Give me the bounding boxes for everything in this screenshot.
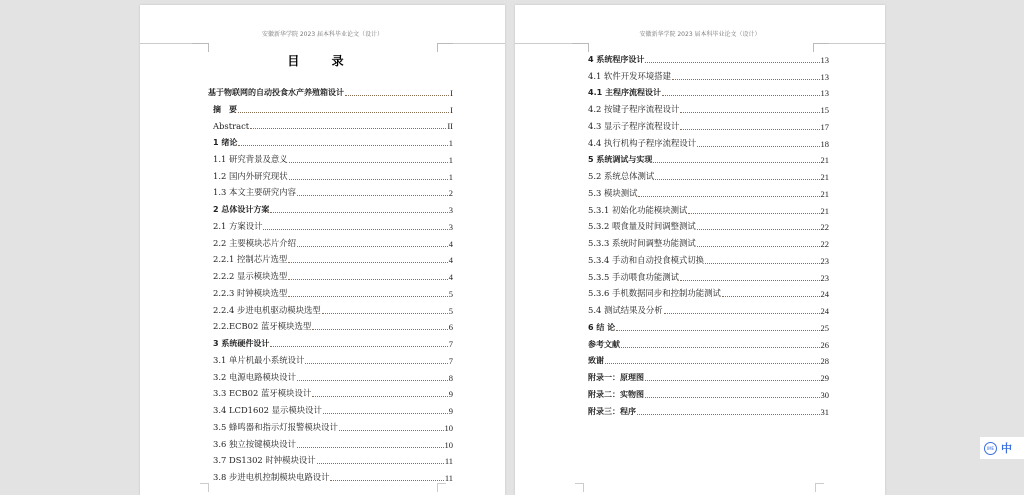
toc-entry[interactable] [208,249,453,266]
dot-leader [637,414,820,415]
toc-entry-page: 7 [448,339,453,349]
dot-leader [645,380,820,381]
toc-entry[interactable] [208,81,453,98]
toc-entry-title: 附录二：实物图 [588,389,644,399]
toc-entry-page: 21 [820,188,829,199]
dot-leader [616,330,819,331]
dot-leader [297,195,448,196]
toc-entry[interactable] [208,131,453,148]
toc-entry-title: 5.3 模块测试 [588,187,638,198]
toc-entry-page: 13 [820,88,829,99]
dot-leader [270,212,447,213]
ime-toolbar[interactable] [980,437,1024,459]
toc-entry[interactable] [588,199,829,216]
dot-leader [638,196,819,197]
toc-entry-title: 2.2.2 显示模块选型 [213,271,288,281]
dot-leader [312,396,448,397]
toc-entry[interactable] [588,283,829,300]
margin-corner-mark [200,483,209,492]
toc-entry-page: 13 [820,71,829,82]
toc-entry-page: 9 [448,389,453,400]
toc-title: 目 录 [287,54,358,68]
toc-entry-title: 4.1 软件开发环境搭建 [588,70,671,81]
toc-entry-title: 4 系统程序设计 [588,54,645,64]
toc-entry[interactable] [208,332,453,349]
toc-entry-page: 13 [820,54,829,65]
toc-entry-title: 5 系统调试与实现 [588,155,653,165]
dot-leader [322,313,448,314]
dot-leader [621,347,820,348]
dot-leader [722,296,820,297]
toc-entry[interactable] [588,366,829,383]
toc-entry-page: I [450,87,453,98]
toc-entry-page: 7 [448,355,453,366]
toc-entry-title: 2.2.4 步进电机驱动模块选型 [213,304,321,315]
toc-entry-title: 4.1 主程序流程设计 [588,88,661,98]
toc-entry[interactable] [588,48,829,65]
toc-entry-title: 摘 要 [213,104,237,114]
toc-entry-page: 6 [448,322,453,333]
dot-leader [345,95,449,96]
toc-entry[interactable] [588,115,829,132]
dot-leader [697,246,820,247]
toc-entry-page: 24 [820,289,829,300]
toc-entry[interactable] [208,466,453,483]
toc-entry-page: 18 [820,138,829,149]
dot-leader [672,79,820,80]
dot-leader [330,480,443,481]
page-header: 安徽新华学院 2023 届本科毕业论文（设计） [639,31,761,38]
toc-entry-title: 2 总体设计方案 [213,205,270,214]
toc-entry-title: 5.3.2 喂食量及时间调整测试 [588,221,696,232]
dot-leader [323,413,448,414]
toc-entry-title: 5.3.1 初始化功能模块测试 [588,204,688,215]
toc-entry[interactable] [208,316,453,333]
toc-entry-page: 21 [820,155,829,166]
toc-entry[interactable] [208,450,453,467]
toc-entry-page: 5 [448,305,453,316]
dot-leader [250,128,446,129]
dot-leader [697,146,819,147]
toc-entry-title: 3.1 单片机最小系统设计 [213,354,305,365]
toc-entry-title: 4.2 按键子程序流程设计 [588,104,680,114]
toc-entry-title: 1.2 国内外研究现状 [213,170,288,181]
toc-entry-page: 10 [444,439,453,450]
toc-entry[interactable] [208,148,453,165]
toc-entry-title: 5.3.4 手动和自动投食模式切换 [588,254,705,265]
table-of-contents [588,48,829,417]
margin-corner-mark [437,483,446,492]
dot-leader [645,397,820,398]
toc-entry[interactable] [588,350,829,367]
toc-entry-title: 3.4 LCD1602 显示模块设计 [213,405,322,415]
toc-entry-page: 5 [448,288,453,299]
dot-leader [297,380,448,381]
header-line [515,43,572,44]
table-of-contents [208,81,453,483]
toc-entry-title: 基于物联网的自动投食水产养殖箱设计 [208,87,344,97]
toc-entry-page: 22 [820,222,829,233]
toc-entry-page: 1 [448,154,453,165]
dot-leader [655,179,819,180]
toc-entry[interactable] [588,383,829,400]
toc-entry-title: 1.3 本文主要研究内容 [213,187,296,198]
toc-entry[interactable] [588,149,829,166]
dot-leader [312,329,448,330]
dot-leader [317,463,444,464]
toc-entry-title: Abstract [213,121,250,132]
toc-entry[interactable] [208,98,453,115]
toc-entry-title: 1 绪论 [213,138,238,147]
toc-entry-page: 17 [820,121,829,132]
toc-entry-page: I [450,104,453,115]
toc-entry-title: 3.3 ECB02 蓝牙模块设计 [213,388,312,399]
toc-entry-page: 31 [820,406,829,417]
dot-leader [664,313,820,314]
dot-leader [645,62,819,63]
toc-entry-title: 3.8 步进电机控制模块电路设计 [213,472,330,482]
toc-entry[interactable] [588,266,829,283]
toc-entry-page: 4 [448,238,453,249]
toc-entry-page: 4 [448,255,453,266]
toc-entry[interactable] [588,65,829,82]
toc-entry-page: 3 [448,221,453,232]
toc-entry-title: 附录三：程序 [588,406,636,416]
toc-entry-page: 11 [444,456,453,467]
dot-leader [705,263,819,264]
toc-entry[interactable] [588,82,829,99]
dot-leader [289,179,448,180]
toc-entry[interactable] [588,216,829,233]
toc-entry-page: 15 [820,105,829,115]
dot-leader [270,346,447,347]
toc-entry-title: 2.2 主要模块芯片介绍 [213,237,296,248]
toc-entry-title: 4.4 执行机构子程序流程设计 [588,137,697,148]
dot-leader [289,162,448,163]
toc-entry-page: II [447,121,453,132]
margin-corner-mark [572,43,589,52]
toc-entry[interactable] [208,182,453,199]
toc-entry[interactable] [208,349,453,366]
toc-entry[interactable] [208,366,453,383]
toc-entry-page: 24 [820,306,829,316]
toc-entry-page: 2 [448,188,453,199]
toc-entry[interactable] [208,299,453,316]
toc-entry[interactable] [588,165,829,182]
toc-entry-page: 21 [820,172,829,182]
dot-leader [680,129,819,130]
toc-entry[interactable] [208,433,453,450]
toc-entry[interactable] [208,282,453,299]
dot-leader [653,162,819,163]
toc-entry[interactable] [588,249,829,266]
dot-leader [680,280,820,281]
dot-leader [697,229,820,230]
toc-entry[interactable] [588,132,829,149]
toc-entry-page: 8 [448,372,453,383]
toc-entry-page: 4 [448,272,453,282]
toc-entry-title: 5.2 系统总体测试 [588,171,655,181]
dot-leader [305,363,447,364]
toc-entry-title: 3 系统硬件设计 [213,339,270,348]
toc-entry[interactable] [588,232,829,249]
toc-entry[interactable] [588,333,829,350]
toc-entry-page: 26 [820,339,829,350]
toc-entry-title: 5.3.6 手机数据同步和控制功能测试 [588,288,721,299]
dot-leader [688,213,819,214]
dot-leader [662,95,820,96]
toc-entry[interactable] [208,215,453,232]
dot-leader [297,447,444,448]
toc-entry[interactable] [588,400,829,417]
dot-leader [238,145,447,146]
toc-entry-title: 附录一：原理图 [588,373,644,382]
toc-entry-page: 23 [820,272,829,283]
toc-entry-title: 3.5 蜂鸣器和指示灯报警模块设计 [213,421,338,432]
toc-entry[interactable] [208,198,453,215]
dot-leader [339,430,444,431]
toc-entry-page: 1 [448,138,453,148]
ime-language-toggle[interactable]: 中 [1001,442,1012,455]
toc-entry-page: 30 [820,389,829,400]
toc-entry[interactable] [208,265,453,282]
toc-entry-title: 5.3.5 手动喂食功能测试 [588,271,679,282]
toc-entry-page: 10 [444,422,453,433]
toc-entry-title: 参考文献 [588,339,620,349]
toc-entry-page: 29 [820,373,829,383]
toc-entry-title: 3.2 电源电路模块设计 [213,371,296,382]
toc-entry[interactable] [588,316,829,333]
toc-entry[interactable] [588,299,829,316]
toc-entry-title: 1.1 研究背景及意义 [213,153,288,164]
dot-leader [288,296,448,297]
toc-entry-page: 11 [444,473,453,483]
toc-entry[interactable] [208,383,453,400]
toc-entry-page: 28 [820,356,829,367]
margin-corner-mark [575,483,584,492]
toc-entry[interactable] [208,416,453,433]
margin-corner-mark [815,483,824,492]
dot-leader [238,112,449,113]
toc-entry-page: 21 [820,205,829,216]
header-line [829,43,885,44]
dot-leader [297,246,448,247]
dot-leader [288,279,448,280]
toc-entry-title: 2.2.ECB02 蓝牙模块选型 [213,321,312,332]
dot-leader [605,363,820,364]
toc-entry-title: 致谢 [588,356,604,366]
toc-entry-page: 25 [820,322,829,333]
document-page-1 [140,5,505,495]
toc-entry-title: 2.2.1 控制芯片选型 [213,254,288,265]
header-line [453,43,505,44]
toc-entry[interactable] [588,98,829,115]
toc-entry[interactable] [588,182,829,199]
toc-entry-title: 2.1 方案设计 [213,220,263,231]
toc-entry-page: 22 [820,239,829,249]
toc-entry-title: 5.3.3 系统时间调整功能测试 [588,238,696,248]
dot-leader [680,112,819,113]
toc-entry-title: 4.3 显示子程序流程设计 [588,120,680,131]
toc-entry-title: 3.7 DS1302 时钟模块设计 [213,455,316,466]
toc-entry-page: 9 [448,406,453,416]
margin-corner-mark [192,43,209,52]
toc-entry-title: 6 结 论 [588,322,616,332]
toc-entry-page: 3 [448,205,453,215]
dot-leader [263,229,447,230]
toc-entry-page: 23 [820,255,829,266]
ime-logo-icon[interactable]: IME [984,442,997,455]
toc-entry-title: 2.2.3 时钟模块选型 [213,287,288,298]
toc-entry-title: 3.6 独立按键模块设计 [213,438,296,449]
toc-entry[interactable] [208,232,453,249]
header-line [140,43,192,44]
margin-corner-mark [437,43,454,52]
toc-entry-title: 5.4 测试结果及分析 [588,305,663,315]
toc-entry-page: 1 [448,171,453,182]
document-page-2 [515,5,885,495]
toc-entry[interactable] [208,399,453,416]
toc-entry[interactable] [208,165,453,182]
page-header: 安徽新华学院 2023 届本科毕业论文（设计） [261,31,384,38]
dot-leader [288,262,448,263]
toc-entry[interactable] [208,115,453,132]
